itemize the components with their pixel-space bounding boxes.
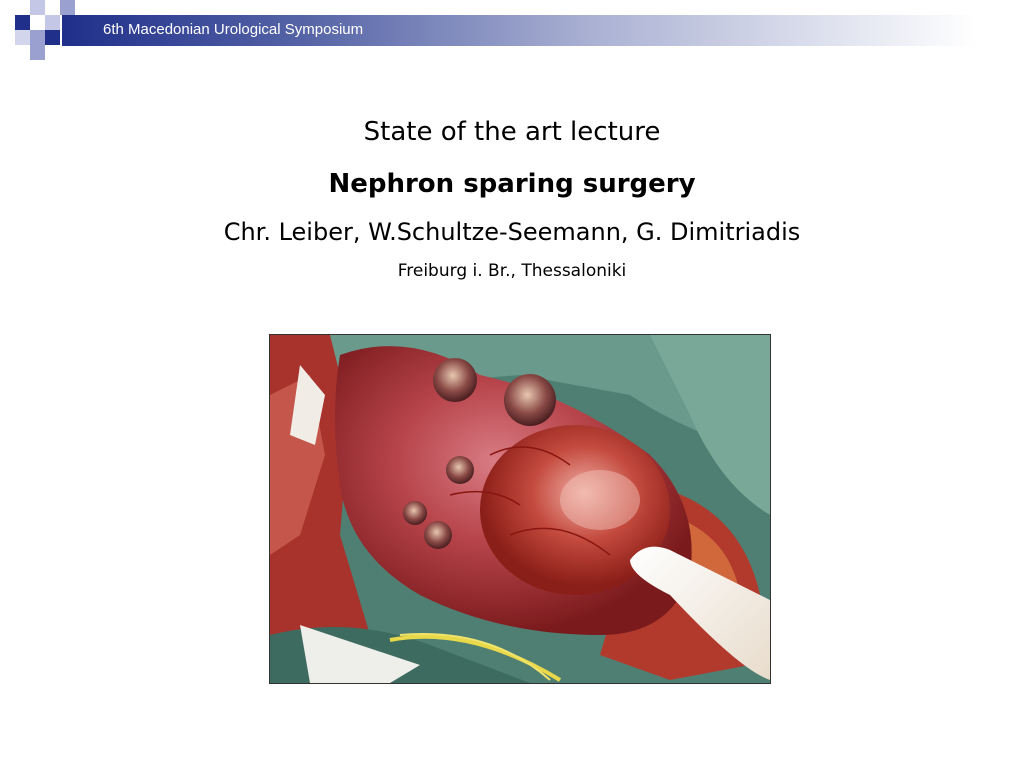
logo-square-navy xyxy=(45,30,60,45)
logo-square xyxy=(30,30,45,45)
location: Freiburg i. Br., Thessaloniki xyxy=(397,261,627,281)
authors: Chr. Leiber, W.Schultze-Seemann, G. Dimitriadis xyxy=(223,218,801,246)
logo-square xyxy=(60,0,75,15)
logo-square xyxy=(30,0,45,15)
logo-square-navy xyxy=(15,15,30,30)
symposium-title: 6th Macedonian Urological Symposium xyxy=(103,21,364,38)
logo-square xyxy=(45,15,60,30)
slide-title: Nephron sparing surgery xyxy=(328,169,696,199)
logo-square xyxy=(30,45,45,60)
lecture-type: State of the art lecture xyxy=(363,117,661,147)
surgery-photo xyxy=(269,334,771,684)
logo-square xyxy=(15,30,30,45)
